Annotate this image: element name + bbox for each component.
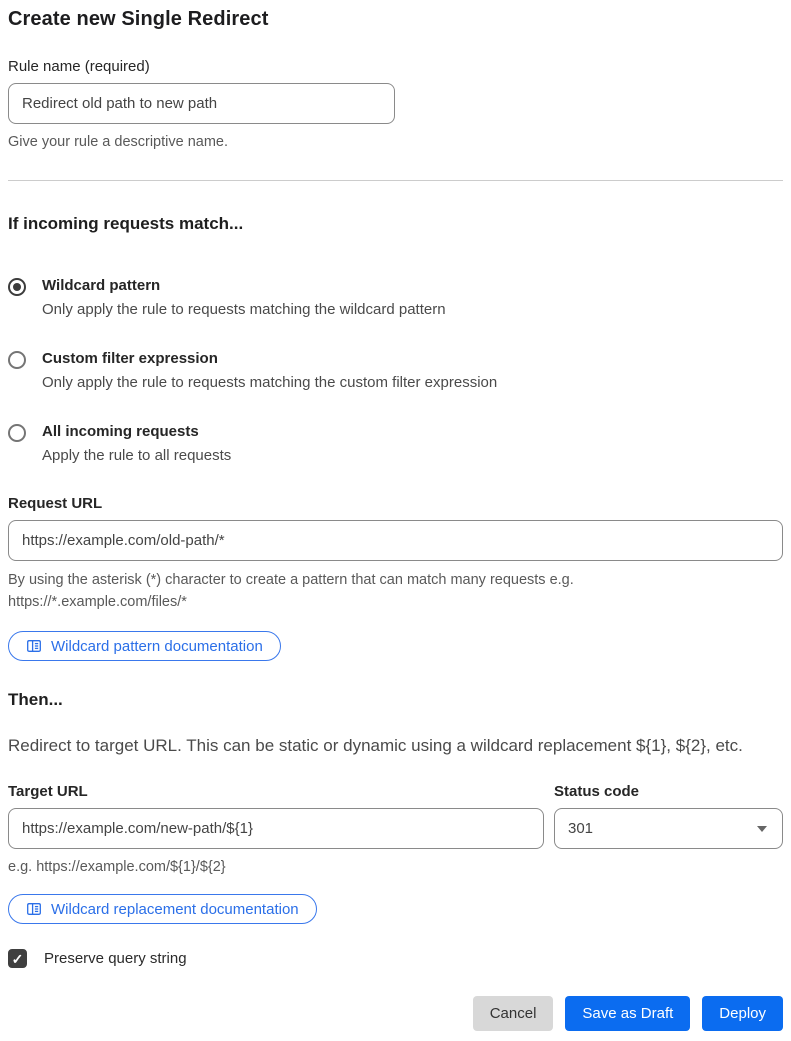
radio-option-custom-filter[interactable] (8, 349, 783, 393)
status-code-select[interactable] (554, 808, 783, 849)
radio-option-description: Only apply the rule to requests matching the wildcard pattern (42, 301, 446, 318)
rule-name-input[interactable] (8, 83, 395, 124)
status-code-label: Status code (554, 783, 640, 800)
wildcard-replacement-docs-button[interactable] (8, 894, 317, 924)
doc-button-label: Wildcard pattern documentation (51, 637, 263, 655)
wildcard-pattern-docs-button[interactable] (8, 631, 281, 661)
radio-option-description: Apply the rule to all requests (42, 447, 232, 464)
radio-icon[interactable] (8, 424, 26, 442)
then-section-description: Redirect to target URL. This can be static or dynamic using a wildcard replacement ${1}, ${2}, etc. (8, 736, 743, 755)
action-bar (8, 996, 783, 1031)
book-open-icon (26, 901, 42, 917)
radio-option-label: Wildcard pattern (42, 277, 161, 294)
preserve-query-row[interactable] (8, 949, 783, 968)
radio-option-wildcard-pattern[interactable] (8, 276, 783, 320)
request-url-help-line2: https://*.example.com/files/* (8, 594, 187, 610)
match-type-radio-group (8, 276, 783, 466)
cancel-button[interactable]: Cancel (473, 996, 554, 1031)
chevron-down-icon (757, 826, 767, 832)
match-section-heading: If incoming requests match... (8, 214, 244, 233)
rule-name-help: Give your rule a descriptive name. (8, 134, 229, 150)
section-divider (8, 180, 783, 181)
save-as-draft-button[interactable]: Save as Draft (565, 996, 690, 1031)
radio-icon[interactable] (8, 278, 26, 296)
doc-button-label: Wildcard replacement documentation (51, 900, 299, 918)
radio-option-all-requests[interactable] (8, 422, 783, 466)
rule-name-label: Rule name (required) (8, 58, 150, 75)
preserve-query-checkbox[interactable] (8, 949, 27, 968)
radio-option-label: Custom filter expression (42, 350, 218, 367)
request-url-help-line1: By using the asterisk (*) character to create a pattern that can match many requests e.g. (8, 572, 574, 588)
radio-option-description: Only apply the rule to requests matching the custom filter expression (42, 374, 498, 391)
request-url-help (8, 569, 783, 613)
then-section-heading: Then... (8, 690, 63, 709)
request-url-input[interactable] (8, 520, 783, 561)
radio-option-label: All incoming requests (42, 423, 199, 440)
status-code-value: 301 (568, 820, 594, 837)
page-title: Create new Single Redirect (8, 8, 269, 30)
preserve-query-label: Preserve query string (44, 950, 187, 967)
target-url-help: e.g. https://example.com/${1}/${2} (8, 859, 226, 875)
book-open-icon (26, 638, 42, 654)
radio-icon[interactable] (8, 351, 26, 369)
request-url-label: Request URL (8, 495, 103, 512)
target-url-input[interactable] (8, 808, 544, 849)
deploy-button[interactable]: Deploy (702, 996, 783, 1031)
target-url-label: Target URL (8, 783, 88, 800)
